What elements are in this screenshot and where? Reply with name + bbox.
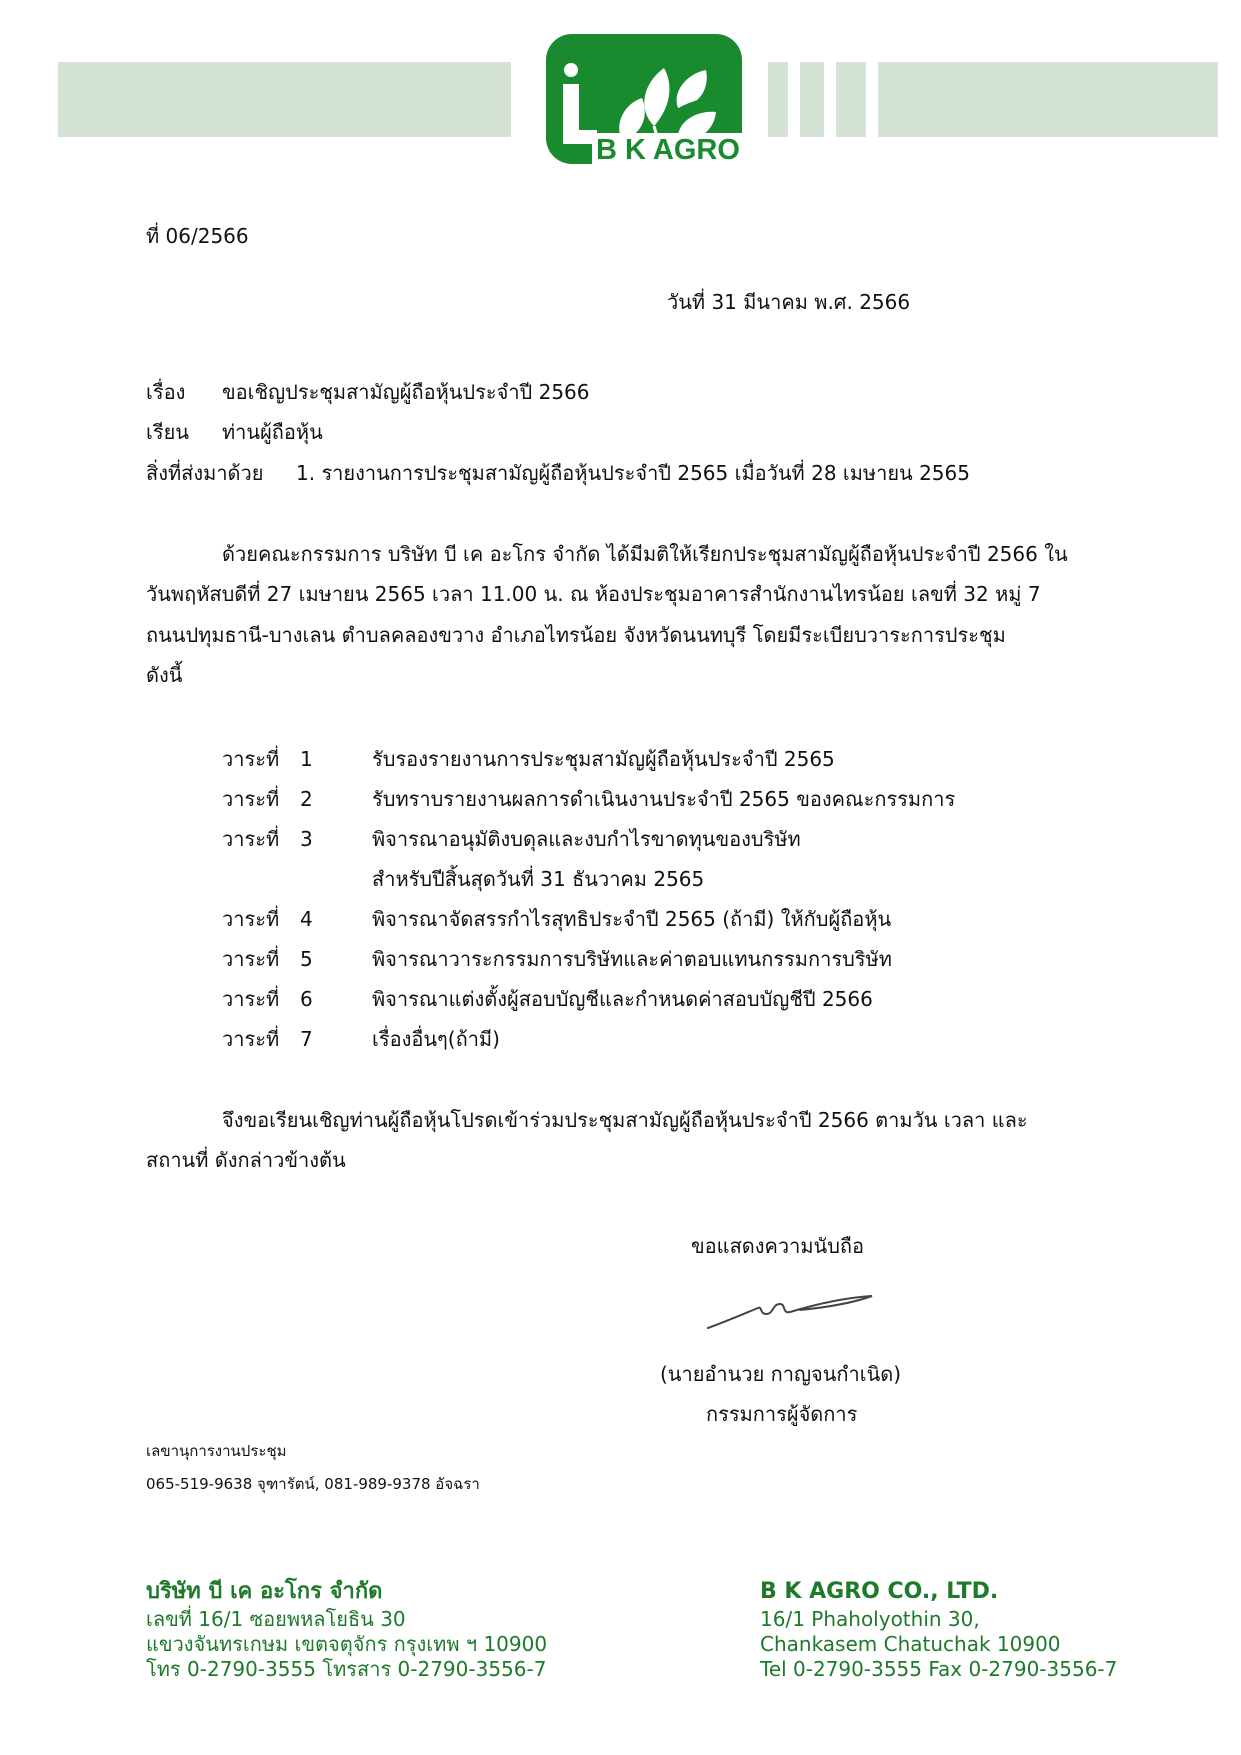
agenda-item: วาระที่ 5 พิจารณาวาระกรรมการบริษัทและค่าตอบแทนกรรมการบริษัท <box>222 947 892 971</box>
regards: ขอแสดงความนับถือ <box>691 1234 865 1258</box>
agenda-item: วาระที่ 1 รับรองรายงานการประชุมสามัญผู้ถือหุ้นประจำปี 2565 <box>222 747 835 771</box>
agenda-item: วาระที่ 3 พิจารณาอนุมัติงบดุลและงบกำไรขาดทุนของบริษัท <box>222 827 801 851</box>
enclosure-text: 1. รายงานการประชุมสามัญผู้ถือหุ้นประจำปี 2565 เมื่อวันที่ 28 เมษายน 2565 <box>296 461 970 485</box>
footer-phone-en: Tel 0-2790-3555 Fax 0-2790-3556-7 <box>760 1657 1118 1681</box>
footer-phone-th: โทร 0-2790-3555 โทรสาร 0-2790-3556-7 <box>146 1657 547 1681</box>
agenda-item: วาระที่ 4 พิจารณาจัดสรรกำไรสุทธิประจำปี 2565 (ถ้ามี) ให้กับผู้ถือหุ้น <box>222 907 892 931</box>
closing-line-2: สถานที่ ดังกล่าวข้างต้น <box>146 1148 346 1172</box>
agenda-item: วาระที่ 2 รับทราบรายงานผลการดำเนินงานประจำปี 2565 ของคณะกรรมการ <box>222 787 956 811</box>
footer-address-en-1: 16/1 Phaholyothin 30, <box>760 1607 980 1631</box>
subject-label: เรื่อง <box>146 380 186 404</box>
header-bar-stripe-3 <box>836 62 866 137</box>
enclosure-label: สิ่งที่ส่งมาด้วย <box>146 461 264 485</box>
footer-company-name-en: B K AGRO CO., LTD. <box>760 1579 999 1604</box>
letter-date: วันที่ 31 มีนาคม พ.ศ. 2566 <box>667 290 911 314</box>
logo-text: B K AGRO <box>592 133 746 167</box>
body-line-2: วันพฤหัสบดีที่ 27 เมษายน 2565 เวลา 11.00 น. ณ ห้องประชุมอาคารสำนักงานไทรน้อย เลขที่ 32 หมู่ 7 <box>146 582 1041 606</box>
header-bar-stripe-1 <box>768 62 788 137</box>
recipient-text: ท่านผู้ถือหุ้น <box>222 420 323 444</box>
secretary-label: เลขานุการงานประชุม <box>146 1442 287 1460</box>
body-line-3: ถนนปทุมธานี-บางเลน ตำบลคลองขวาง อำเภอไทรน้อย จังหวัดนนทบุรี โดยมีระเบียบวาระการประชุม <box>146 623 1006 647</box>
signature-mark <box>700 1286 880 1336</box>
agenda-item-continuation: สำหรับปีสิ้นสุดวันที่ 31 ธันวาคม 2565 <box>372 867 705 891</box>
header-bar-stripe-2 <box>800 62 824 137</box>
footer-address-th-2: แขวงจันทรเกษม เขตจตุจักร กรุงเทพ ฯ 10900 <box>146 1632 548 1656</box>
header-bar-left <box>58 62 511 137</box>
signer-title: กรรมการผู้จัดการ <box>706 1402 858 1426</box>
footer-address-th-1: เลขที่ 16/1 ซอยพหลโยธิน 30 <box>146 1607 406 1631</box>
body-line-4: ดังนี้ <box>146 663 183 687</box>
footer-company-name-th: บริษัท บี เค อะโกร จำกัด <box>146 1579 383 1604</box>
closing-line-1: จึงขอเรียนเชิญท่านผู้ถือหุ้นโปรดเข้าร่วมประชุมสามัญผู้ถือหุ้นประจำปี 2566 ตามวัน เวลา และ <box>222 1108 1028 1132</box>
agenda-item: วาระที่ 6 พิจารณาแต่งตั้งผู้สอบบัญชีและกำหนดค่าสอบบัญชีปี 2566 <box>222 987 873 1011</box>
reference-number: ที่ 06/2566 <box>146 224 249 248</box>
recipient-label: เรียน <box>146 420 189 444</box>
footer-address-en-2: Chankasem Chatuchak 10900 <box>760 1632 1061 1656</box>
subject-text: ขอเชิญประชุมสามัญผู้ถือหุ้นประจำปี 2566 <box>222 380 590 404</box>
secretary-contacts: 065-519-9638 จุฑารัตน์, 081-989-9378 อัจฉรา <box>146 1475 480 1493</box>
header-bar-right <box>878 62 1218 137</box>
signer-name: (นายอำนวย กาญจนกำเนิด) <box>660 1362 902 1386</box>
body-line-1: ด้วยคณะกรรมการ บริษัท บี เค อะโกร จำกัด ได้มีมติให้เรียกประชุมสามัญผู้ถือหุ้นประจำปี 2566 ใน <box>222 542 1068 566</box>
agenda-item: วาระที่ 7 เรื่องอื่นๆ(ถ้ามี) <box>222 1027 500 1051</box>
